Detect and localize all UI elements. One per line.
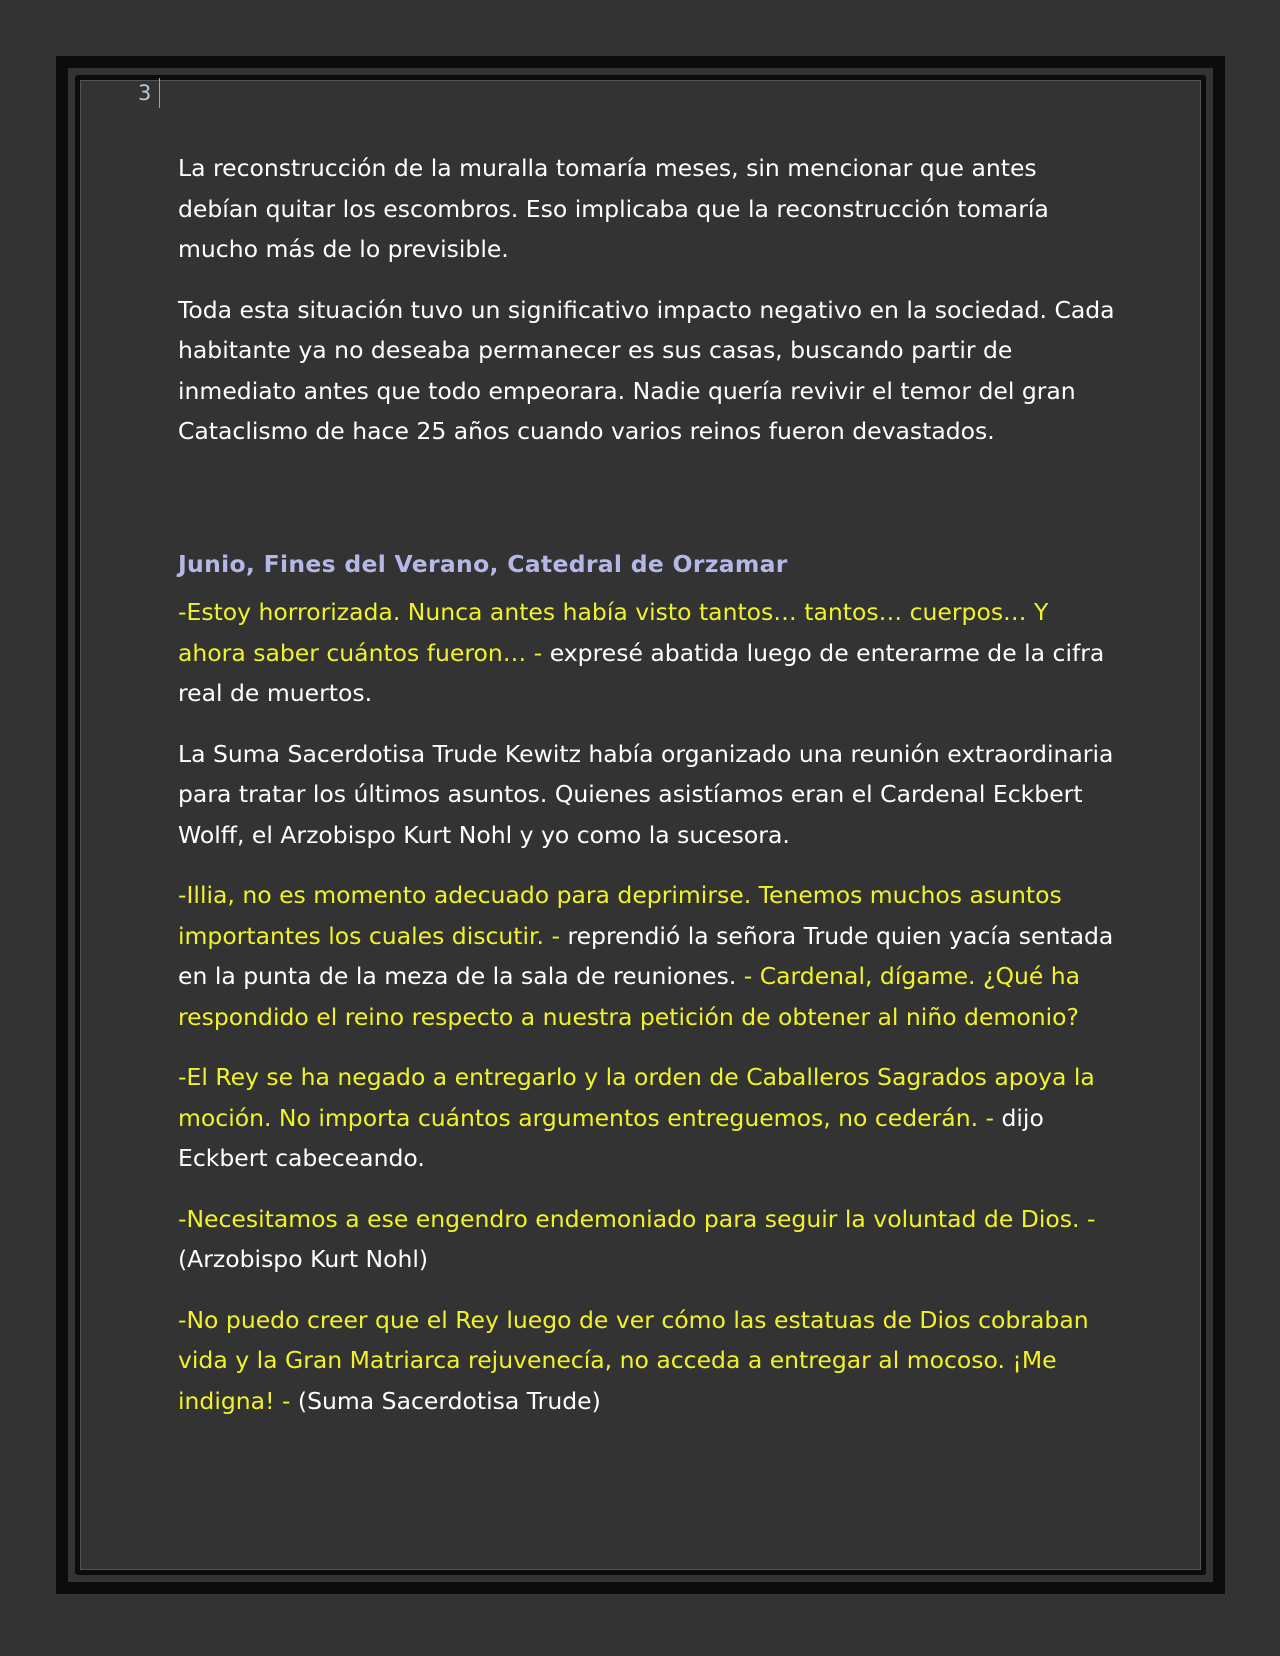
narration-text: reprendió la señora Trude quien yacía sentada en la punta de la meza de la sala de reuniones. [178,921,1114,990]
dialogue-paragraph-1 [178,592,1118,714]
speech-text: -El Rey se ha negado a entregarlo y la orden de Caballeros Sagrados apoya la moción. No importa cuántos argumentos entreguemos, no cederán. - [178,1063,1095,1132]
page-number: 3 [138,78,160,108]
section-heading: Junio, Fines del Verano, Catedral de Orzamar [178,549,788,578]
paragraph-reconstruction: La reconstrucción de la muralla tomaría meses, sin mencionar que antes debían quitar los escombros. Eso implicaba que la reconstrucción tomaría mucho más de lo previsible. [178,154,1049,263]
paragraph-society-impact: Toda esta situación tuvo un significativo impacto negativo en la sociedad. Cada habitante ya no deseaba permanecer es sus casas, buscando partir de inmediato antes que todo empeorara. Nadie quería revivir el temor del gran Cataclismo de hace 25 años cuando varios reinos fueron devastados. [178,295,1115,445]
speech-text: -No puedo creer que el Rey luego de ver cómo las estatuas de Dios cobraban vida y la Gran Matriarca rejuvenecía, no acceda a entregar al mocoso. ¡Me indigna! - [178,1305,1089,1415]
narration-text: La Suma Sacerdotisa Trude Kewitz había organizado una reunión extraordinaria para tratar los últimos asuntos. Quienes asistíamos eran el Cardenal Eckbert Wolff, el Arzobispo Kurt Nohl y yo como la sucesora. [178,739,1114,849]
dialogue-paragraph-5 [178,1199,1118,1280]
dialogue-paragraph-4 [178,1057,1118,1179]
narration-paragraph-2 [178,734,1118,856]
narration-text: (Suma Sacerdotisa Trude) [297,1386,601,1415]
speech-text: -Necesitamos a ese engendro endemoniado para seguir la voluntad de Dios. - [178,1204,1096,1233]
narration-text: (Arzobispo Kurt Nohl) [178,1245,429,1273]
dialogue-paragraph-3 [178,875,1118,1037]
speech-text: - Cardenal, dígame. ¿Qué ha respondido el reino respecto a nuestra petición de obtener al niño demonio? [178,962,1081,1031]
page-content [178,148,1118,1441]
narration-text: expresé abatida luego de enterarme de la cifra real de muertos. [178,638,1105,707]
narration-text: dijo Eckbert cabeceando. [178,1103,1044,1172]
speech-text: -Illia, no es momento adecuado para deprimirse. Tenemos muchos asuntos importantes los cuales discutir. - [178,881,1062,950]
dialogue-paragraph-6 [178,1300,1118,1422]
speech-text: -Estoy horrorizada. Nunca antes había visto tantos… tantos… cuerpos… Y ahora saber cuántos fueron… - [178,598,1049,667]
section-spacer [178,472,1118,544]
